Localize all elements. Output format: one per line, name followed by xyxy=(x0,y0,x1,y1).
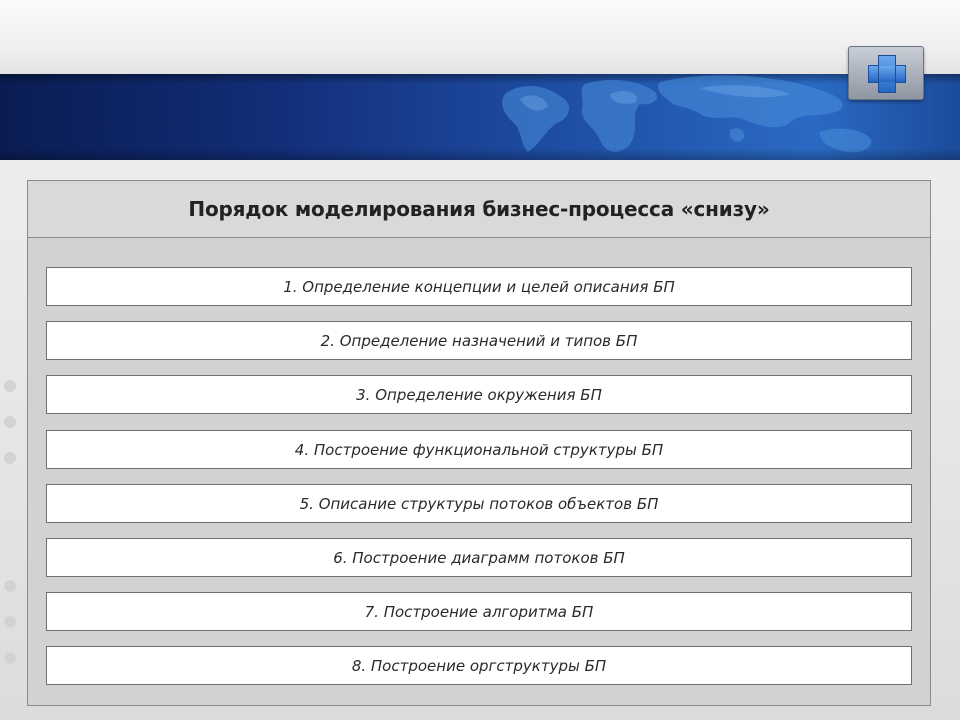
step-label: 4. Построение функциональной структуры БП xyxy=(294,440,664,459)
step-box xyxy=(46,646,912,685)
step-box xyxy=(46,430,912,469)
step-box xyxy=(46,321,912,360)
step-label: 1. Определение концепции и целей описания БП xyxy=(283,277,675,296)
step-label: 5. Описание структуры потоков объектов БП xyxy=(299,494,659,513)
medical-cross-icon xyxy=(848,46,924,100)
step-box xyxy=(46,592,912,631)
process-diagram-panel xyxy=(27,180,931,706)
step-label: 8. Построение оргструктуры БП xyxy=(351,656,607,675)
step-label: 3. Определение окружения БП xyxy=(356,385,602,404)
diagram-title: Порядок моделирования бизнес-процесса «снизу» xyxy=(188,197,770,221)
step-box xyxy=(46,267,912,306)
step-label: 2. Определение назначений и типов БП xyxy=(320,331,638,350)
top-strip xyxy=(0,0,960,74)
step-label: 7. Построение алгоритма БП xyxy=(364,602,594,621)
step-label: 6. Построение диаграмм потоков БП xyxy=(333,548,625,567)
panel-header xyxy=(28,181,930,238)
world-map-image xyxy=(0,74,960,160)
step-box xyxy=(46,375,912,414)
step-box xyxy=(46,484,912,523)
header-banner xyxy=(0,74,960,160)
step-box xyxy=(46,538,912,577)
